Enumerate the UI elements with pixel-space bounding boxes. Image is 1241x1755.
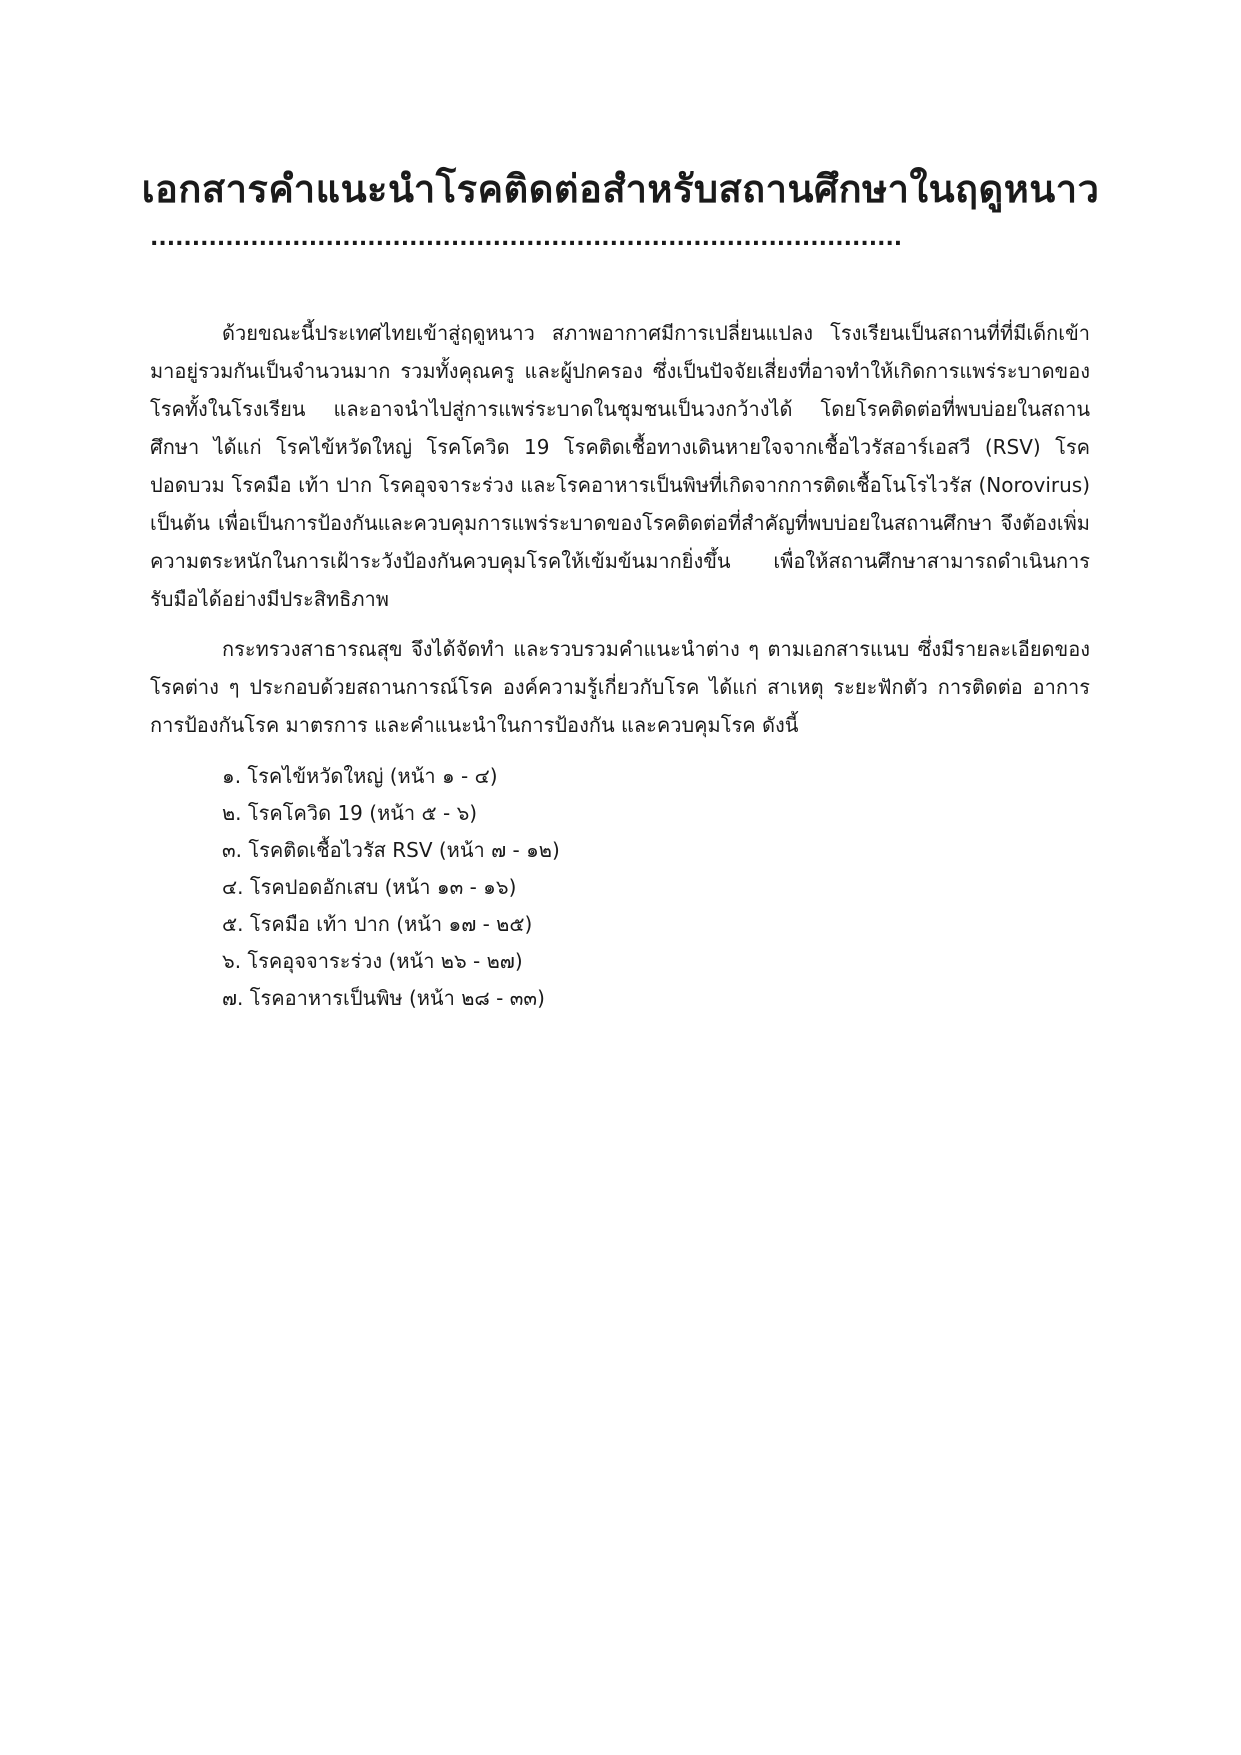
intro-paragraph: ด้วยขณะนี้ประเทศไทยเข้าสู่ฤดูหนาว สภาพอากาศมีการเปลี่ยนแปลง โรงเรียนเป็นสถานที่ที่มีเด็กเข้ามาอยู่รวมกันเป็นจำนวนมาก รวมทั้งคุณครู และผู้ปกครอง ซึ่งเป็นปัจจัยเสี่ยงที่อาจทำให้เกิดการแพร่ระบาดของโรคทั้งในโรงเรียน และอาจนำไปสู่การแพร่ระบาดในชุมชนเป็นวงกว้างได้ โดยโรคติดต่อที่พบบ่อยในสถานศึกษา ได้แก่ โรคไข้หวัดใหญ่ โรคโควิด 19 โรคติดเชื้อทางเดินหายใจจากเชื้อไวรัสอาร์เอสวี (RSV) โรคปอดบวม โรคมือ เท้า ปาก โรคอุจจาระร่วง และโรคอาหารเป็นพิษที่เกิดจากการติดเชื้อโนโรไวรัส (Norovirus) เป็นต้น เพื่อเป็นการป้องกันและควบคุมการแพร่ระบาดของโรคติดต่อที่สำคัญที่พบบ่อยในสถานศึกษา จึงต้องเพิ่มความตระหนักในการเฝ้าระวังป้องกันควบคุมโรคให้เข้มข้นมากยิ่งขึ้น เพื่อให้สถานศึกษาสามารถดำเนินการรับมือได้อย่างมีประสิทธิภาพ <box>150 321 1090 611</box>
list-item: ๑. โรคไข้หวัดใหญ่ (หน้า ๑ - ๔) <box>222 764 498 788</box>
list-item: ๕. โรคมือ เท้า ปาก (หน้า ๑๗ - ๒๕) <box>222 912 533 936</box>
list-item: ๓. โรคติดเชื้อไวรัส RSV (หน้า ๗ - ๑๒) <box>222 838 560 862</box>
ministry-paragraph: กระทรวงสาธารณสุข จึงได้จัดทำ และรวบรวมคำแนะนำต่าง ๆ ตามเอกสารแนบ ซึ่งมีรายละเอียดของโรคต่าง ๆ ประกอบด้วยสถานการณ์โรค องค์ความรู้เกี่ยวกับโรค ได้แก่ สาเหตุ ระยะฟักตัว การติดต่อ อาการ การป้องกันโรค มาตรการ และคำแนะนำในการป้องกัน และควบคุมโรค ดังนี้ <box>150 637 1090 737</box>
list-item: ๒. โรคโควิด 19 (หน้า ๕ - ๖) <box>222 801 478 825</box>
list-item: ๔. โรคปอดอักเสบ (หน้า ๑๓ - ๑๖) <box>222 875 517 899</box>
dotted-separator: .......................................................................................... <box>150 232 903 246</box>
list-item: ๖. โรคอุจจาระร่วง (หน้า ๒๖ - ๒๗) <box>222 949 523 973</box>
list-item: ๗. โรคอาหารเป็นพิษ (หน้า ๒๘ - ๓๓) <box>222 986 545 1010</box>
disease-list <box>222 758 1090 1017</box>
document-body <box>150 314 1090 1017</box>
document-title: เอกสารคำแนะนำโรคติดต่อสำหรับสถานศึกษาในฤดูหนาว <box>141 167 1100 211</box>
